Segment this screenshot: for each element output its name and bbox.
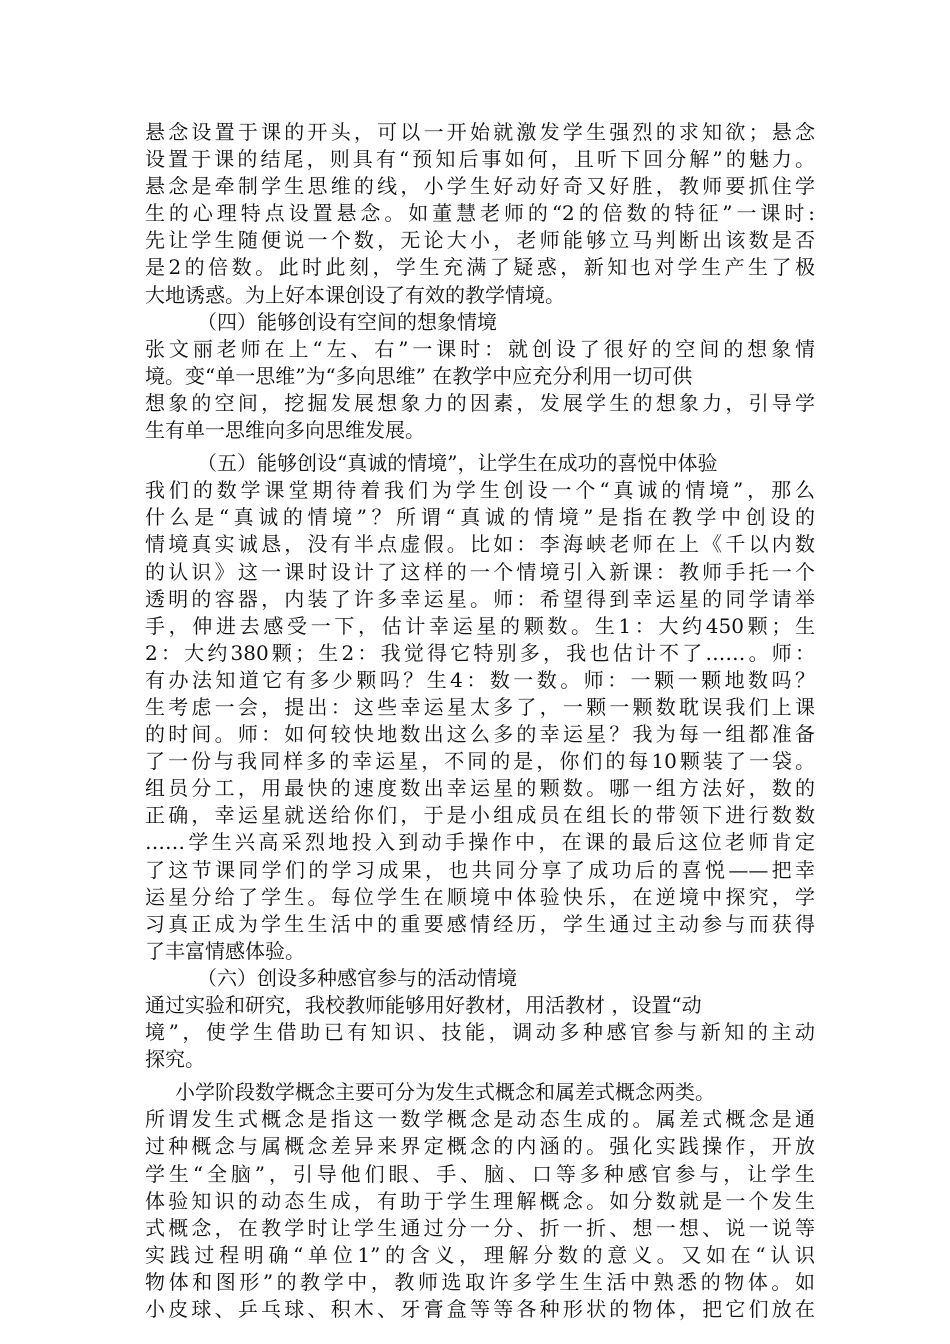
text-line: 设置于课的结尾，则具有“预知后事如何，且听下回分解”的魅力。 [145, 147, 815, 172]
text-line: 式概念，在教学时让学生通过分一分、折一折、想一想、说一说等 [145, 1215, 815, 1240]
document-page [145, 119, 815, 1323]
text-line: 习真正成为学生生活中的重要感情经历，学生通过主动参与而获得 [145, 911, 815, 936]
text-line: 先让学生随便说一个数，无论大小，老师能够立马判断出该数是否 [145, 228, 815, 253]
text-line: 过种概念与属概念差异来界定概念的内涵的。强化实践操作，开放 [145, 1134, 815, 1159]
paragraph-imagination [145, 336, 815, 444]
text-line: 体验知识的动态生成，有助于学生理解概念。如分数就是一个发生 [145, 1188, 815, 1213]
text-line: 所谓发生式概念是指这一数学概念是动态生成的。属差式概念是通 [145, 1107, 815, 1132]
text-line: 实践过程明确“单位1”的含义，理解分数的意义。又如在“认识 [145, 1242, 815, 1267]
paragraph-concepts [145, 1079, 815, 1323]
heading-section-4: （四）能够创设有空间的想象情境 [197, 309, 497, 334]
text-line: 悬念是牵制学生思维的线，小学生好动好奇又好胜，教师要抓住学 [145, 174, 815, 199]
paragraph-sincere [145, 477, 815, 965]
text-line: 情境真实诚恳，没有半点虚假。比如：李海峡老师在上《千以内数 [145, 532, 815, 557]
text-line: 了一份与我同样多的幸运星，不同的是，你们的每10颗装了一袋。 [145, 749, 815, 774]
text-line: 学生“全脑”，引导他们眼、手、脑、口等多种感官参与，让学生 [145, 1161, 815, 1186]
text-line: 是2的倍数。此时此刻，学生充满了疑惑，新知也对学生产生了极 [145, 255, 815, 280]
text-line: 2：大约380颗；生2：我觉得它特别多，我也估计不了……。师： [145, 640, 815, 665]
text-line: 组员分工，用最快的速度数出幸运星的颗数。哪一组方法好，数的 [145, 776, 815, 801]
text-line: 张文丽老师在上“左、右”一课时：就创设了很好的空间的想象情 [145, 336, 815, 361]
text-line: 境。变“单一思维”为“多向思维” 在教学中应充分利用一切可供 [145, 363, 693, 388]
text-line: 正确，幸运星就送给你们，于是小组成员在组长的带领下进行数数 [145, 803, 815, 828]
heading-section-6: （六）创设多种感官参与的活动情境 [197, 965, 517, 990]
text-line: 生有单一思维向多向思维发展。 [145, 418, 425, 443]
text-line: 通过实验和研究，我校教师能够用好教材，用活教材 ，设置“动 [145, 993, 702, 1017]
paragraph-senses [145, 992, 815, 1073]
text-line: 运星分给了学生。每位学生在顺境中体验快乐，在逆境中探究，学 [145, 884, 815, 909]
text-line: 生考虑一会，提出：这些幸运星太多了，一颗一颗数耽误我们上课 [145, 694, 815, 719]
text-line: 什么是“真诚的情境”？所谓“真诚的情境”是指在教学中创设的 [145, 505, 815, 530]
text-line: 小皮球、乒乓球、积木、牙膏盒等等各种形状的物体，把它们放在 [145, 1297, 815, 1322]
text-line: 想象的空间，挖掘发展想象力的因素，发展学生的想象力，引导学 [145, 390, 815, 415]
text-line: 手，伸进去感受一下，估计幸运星的颗数。生1：大约450颗；生 [145, 613, 815, 638]
text-line: 大地诱惑。为上好本课创设了有效的教学情境。 [145, 282, 565, 307]
text-line: 我们的数学课堂期待着我们为学生创设一个“真诚的情境”，那么 [145, 478, 815, 503]
text-line: ……学生兴高采烈地投入到动手操作中，在课的最后这位老师肯定 [145, 830, 815, 855]
text-line: 物体和图形”的教学中，教师选取许多学生生活中熟悉的物体。如 [145, 1269, 815, 1294]
text-line: 小学阶段数学概念主要可分为发生式概念和属差式概念两类。 [175, 1080, 715, 1105]
text-line: 探究。 [145, 1047, 205, 1072]
text-line: 生的心理特点设置悬念。如董慧老师的“2的倍数的特征”一课时: [145, 201, 815, 226]
text-line: 的认识》这一课时设计了这样的一个情境引入新课：教师手托一个 [145, 559, 815, 584]
text-line: 悬念设置于课的开头，可以一开始就激发学生强烈的求知欲；悬念 [145, 120, 815, 144]
heading-section-5: （五）能够创设“真诚的情境”，让学生在成功的喜悦中体验 [197, 451, 718, 476]
text-line: 的时间。师：如何较快地数出这么多的幸运星？我为每一组都准备 [145, 722, 815, 747]
text-line: 了这节课同学们的学习成果，也共同分享了成功后的喜悦——把幸 [145, 857, 815, 882]
paragraph-suspense [145, 119, 815, 309]
text-line: 有办法知道它有多少颗吗？生4：数一数。师：一颗一颗地数吗？ [145, 667, 815, 692]
text-line: 境”，使学生借助已有知识、技能，调动多种感官参与新知的主动 [145, 1020, 815, 1045]
text-line: 透明的容器，内装了许多幸运星。师：希望得到幸运星的同学请举 [145, 586, 815, 611]
text-line: 了丰富情感体验。 [145, 938, 305, 963]
